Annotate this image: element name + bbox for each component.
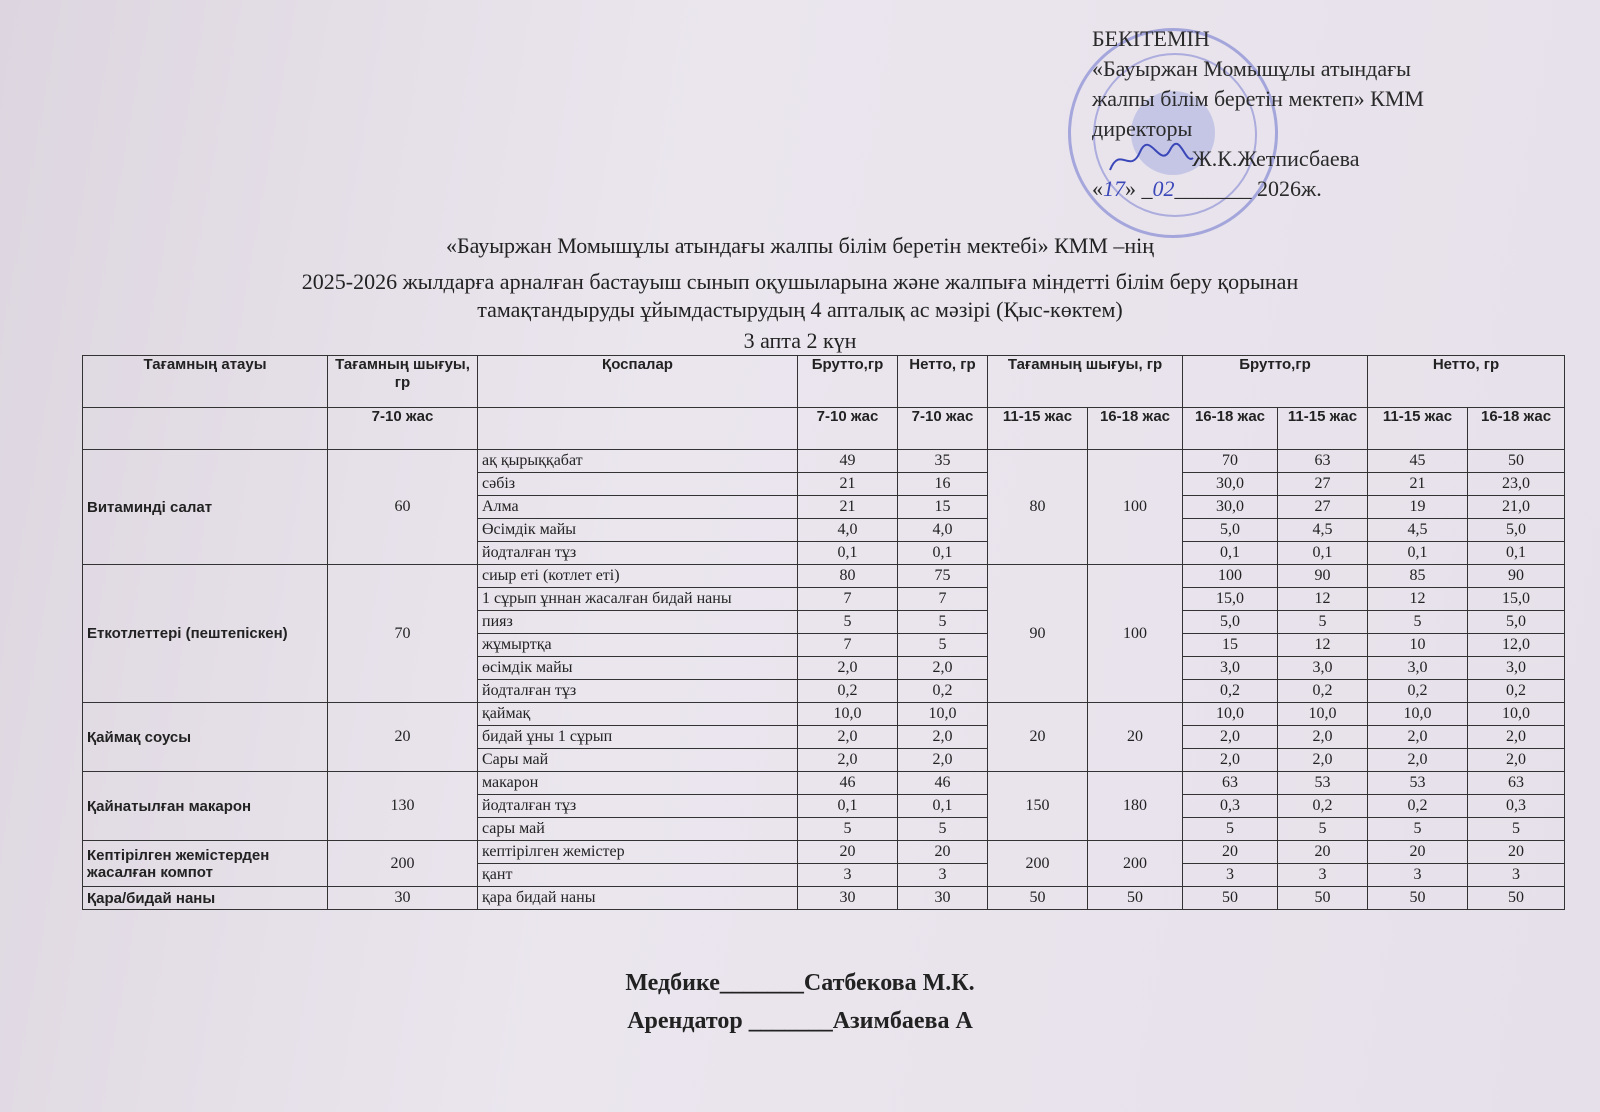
- brutto-11-15: 27: [1278, 496, 1368, 519]
- ingredient-name: Алма: [478, 496, 798, 519]
- netto-7-10: 2,0: [898, 657, 988, 680]
- netto-16-18: 2,0: [1468, 726, 1565, 749]
- brutto-11-15: 2,0: [1278, 749, 1368, 772]
- netto-11-15: 45: [1368, 450, 1468, 473]
- brutto-7-10: 46: [798, 772, 898, 795]
- approval-line3: директоры: [1092, 116, 1193, 141]
- ingredient-name: пияз: [478, 611, 798, 634]
- ingredient-name: сәбіз: [478, 473, 798, 496]
- ingredient-name: жұмыртқа: [478, 634, 798, 657]
- menu-table-body: [83, 450, 1565, 910]
- netto-7-10: 4,0: [898, 519, 988, 542]
- brutto-7-10: 7: [798, 588, 898, 611]
- brutto-16-18: 50: [1183, 887, 1278, 910]
- netto-11-15: 4,5: [1368, 519, 1468, 542]
- dish-output: 130: [328, 772, 478, 841]
- output-16-18: 100: [1088, 450, 1183, 565]
- brutto-11-15: 12: [1278, 588, 1368, 611]
- netto-16-18: 50: [1468, 450, 1565, 473]
- brutto-7-10: 2,0: [798, 726, 898, 749]
- netto-11-15: 0,1: [1368, 542, 1468, 565]
- netto-16-18: 3,0: [1468, 657, 1565, 680]
- netto-7-10: 2,0: [898, 726, 988, 749]
- brutto-11-15: 0,1: [1278, 542, 1368, 565]
- subheader-br-16-18: 16-18 жас: [1183, 408, 1278, 450]
- brutto-16-18: 2,0: [1183, 726, 1278, 749]
- netto-7-10: 7: [898, 588, 988, 611]
- output-16-18: 20: [1088, 703, 1183, 772]
- brutto-11-15: 20: [1278, 841, 1368, 864]
- header-netto2: Нетто, гр: [1368, 356, 1565, 408]
- netto-16-18: 90: [1468, 565, 1565, 588]
- header-output: Тағамның шығуы, гр: [328, 356, 478, 408]
- netto-7-10: 2,0: [898, 749, 988, 772]
- brutto-7-10: 5: [798, 611, 898, 634]
- brutto-16-18: 0,3: [1183, 795, 1278, 818]
- netto-11-15: 12: [1368, 588, 1468, 611]
- brutto-16-18: 30,0: [1183, 496, 1278, 519]
- dish-name: Кептірілген жемістерден жасалған компот: [83, 841, 328, 887]
- output-11-15: 50: [988, 887, 1088, 910]
- netto-11-15: 2,0: [1368, 749, 1468, 772]
- netto-7-10: 5: [898, 818, 988, 841]
- brutto-16-18: 2,0: [1183, 749, 1278, 772]
- ingredient-name: Сары май: [478, 749, 798, 772]
- brutto-7-10: 49: [798, 450, 898, 473]
- netto-7-10: 5: [898, 634, 988, 657]
- subheader-output-age: 7-10 жас: [328, 408, 478, 450]
- dish-name: Қайнатылған макарон: [83, 772, 328, 841]
- output-16-18: 180: [1088, 772, 1183, 841]
- brutto-7-10: 20: [798, 841, 898, 864]
- brutto-11-15: 3: [1278, 864, 1368, 887]
- brutto-7-10: 4,0: [798, 519, 898, 542]
- table-row: [83, 772, 1565, 795]
- output-16-18: 100: [1088, 565, 1183, 703]
- brutto-11-15: 12: [1278, 634, 1368, 657]
- output-11-15: 150: [988, 772, 1088, 841]
- netto-11-15: 10,0: [1368, 703, 1468, 726]
- header-brutto2: Брутто,гр: [1183, 356, 1368, 408]
- netto-7-10: 15: [898, 496, 988, 519]
- approval-line1: «Бауыржан Момышұлы атындағы: [1092, 56, 1411, 81]
- ingredient-name: сиыр еті (котлет еті): [478, 565, 798, 588]
- brutto-16-18: 5,0: [1183, 611, 1278, 634]
- brutto-7-10: 80: [798, 565, 898, 588]
- table-row: [83, 703, 1565, 726]
- dish-name: Қаймақ соусы: [83, 703, 328, 772]
- brutto-11-15: 63: [1278, 450, 1368, 473]
- approval-signatory: Ж.К.Жетписбаева: [1192, 146, 1360, 171]
- netto-7-10: 30: [898, 887, 988, 910]
- subheader-nt-16-18: 16-18 жас: [1468, 408, 1565, 450]
- header-dish-name: Тағамның атауы: [83, 356, 328, 408]
- dish-name: Қара/бидай наны: [83, 887, 328, 910]
- brutto-11-15: 3,0: [1278, 657, 1368, 680]
- brutto-16-18: 15,0: [1183, 588, 1278, 611]
- netto-16-18: 3: [1468, 864, 1565, 887]
- brutto-11-15: 53: [1278, 772, 1368, 795]
- table-row: [83, 841, 1565, 864]
- brutto-16-18: 63: [1183, 772, 1278, 795]
- header-ingredients: Қоспалар: [478, 356, 798, 408]
- dish-output: 30: [328, 887, 478, 910]
- netto-16-18: 10,0: [1468, 703, 1565, 726]
- brutto-7-10: 5: [798, 818, 898, 841]
- netto-11-15: 5: [1368, 611, 1468, 634]
- netto-11-15: 19: [1368, 496, 1468, 519]
- netto-7-10: 0,1: [898, 542, 988, 565]
- menu-table: [82, 355, 1565, 910]
- output-11-15: 90: [988, 565, 1088, 703]
- ingredient-name: қаймақ: [478, 703, 798, 726]
- brutto-11-15: 4,5: [1278, 519, 1368, 542]
- subheader-br-11-15: 11-15 жас: [1278, 408, 1368, 450]
- netto-11-15: 0,2: [1368, 680, 1468, 703]
- ingredient-name: ақ қырыққабат: [478, 450, 798, 473]
- brutto-16-18: 30,0: [1183, 473, 1278, 496]
- netto-16-18: 0,2: [1468, 680, 1565, 703]
- title-line1: «Бауыржан Момышұлы атындағы жалпы білім беретін мектебі» КММ –нің: [445, 233, 1155, 258]
- netto-7-10: 16: [898, 473, 988, 496]
- subheader-out-11-15: 11-15 жас: [988, 408, 1088, 450]
- header-netto: Нетто, гр: [898, 356, 988, 408]
- ingredient-name: Өсімдік майы: [478, 519, 798, 542]
- ingredient-name: йодталған тұз: [478, 542, 798, 565]
- brutto-11-15: 90: [1278, 565, 1368, 588]
- brutto-11-15: 27: [1278, 473, 1368, 496]
- ingredient-name: йодталған тұз: [478, 795, 798, 818]
- netto-11-15: 2,0: [1368, 726, 1468, 749]
- brutto-11-15: 10,0: [1278, 703, 1368, 726]
- brutto-11-15: 0,2: [1278, 795, 1368, 818]
- table-row: [83, 887, 1565, 910]
- ingredient-name: 1 сұрып ұннан жасалған бидай наны: [478, 588, 798, 611]
- dish-output: 20: [328, 703, 478, 772]
- brutto-7-10: 7: [798, 634, 898, 657]
- netto-11-15: 85: [1368, 565, 1468, 588]
- netto-16-18: 2,0: [1468, 749, 1565, 772]
- dish-output: 60: [328, 450, 478, 565]
- brutto-16-18: 15: [1183, 634, 1278, 657]
- brutto-16-18: 3,0: [1183, 657, 1278, 680]
- header-brutto: Брутто,гр: [798, 356, 898, 408]
- netto-16-18: 0,1: [1468, 542, 1565, 565]
- brutto-16-18: 5: [1183, 818, 1278, 841]
- brutto-11-15: 50: [1278, 887, 1368, 910]
- subheader-out-16-18: 16-18 жас: [1088, 408, 1183, 450]
- netto-16-18: 15,0: [1468, 588, 1565, 611]
- netto-16-18: 50: [1468, 887, 1565, 910]
- ingredient-name: қара бидай наны: [478, 887, 798, 910]
- ingredient-name: сары май: [478, 818, 798, 841]
- ingredient-name: йодталған тұз: [478, 680, 798, 703]
- subheader-netto-age: 7-10 жас: [898, 408, 988, 450]
- approval-block: [1092, 24, 1522, 204]
- subheader-brutto-age: 7-10 жас: [798, 408, 898, 450]
- dish-output: 70: [328, 565, 478, 703]
- netto-16-18: 21,0: [1468, 496, 1565, 519]
- brutto-16-18: 20: [1183, 841, 1278, 864]
- brutto-7-10: 2,0: [798, 657, 898, 680]
- netto-7-10: 20: [898, 841, 988, 864]
- title-line3: тамақтандыруды ұйымдастырудың 4 апталық ас мәзірі (Қыс-көктем): [477, 297, 1123, 322]
- dish-name: Еткотлеттері (пештепіскен): [83, 565, 328, 703]
- netto-16-18: 20: [1468, 841, 1565, 864]
- ingredient-name: кептірілген жемістер: [478, 841, 798, 864]
- brutto-7-10: 0,1: [798, 795, 898, 818]
- netto-7-10: 35: [898, 450, 988, 473]
- output-11-15: 80: [988, 450, 1088, 565]
- netto-16-18: 5,0: [1468, 611, 1565, 634]
- date-day: 17: [1103, 176, 1125, 201]
- approval-date: «17» _02_______ 2026ж.: [1092, 176, 1322, 201]
- brutto-16-18: 100: [1183, 565, 1278, 588]
- brutto-16-18: 0,2: [1183, 680, 1278, 703]
- output-11-15: 200: [988, 841, 1088, 887]
- date-month: 02: [1152, 176, 1175, 201]
- netto-11-15: 53: [1368, 772, 1468, 795]
- approval-heading: БЕКІТЕМІН: [1092, 26, 1210, 51]
- brutto-16-18: 10,0: [1183, 703, 1278, 726]
- netto-7-10: 3: [898, 864, 988, 887]
- ingredient-name: қант: [478, 864, 798, 887]
- netto-16-18: 5,0: [1468, 519, 1565, 542]
- netto-16-18: 23,0: [1468, 473, 1565, 496]
- output-16-18: 50: [1088, 887, 1183, 910]
- brutto-11-15: 2,0: [1278, 726, 1368, 749]
- brutto-16-18: 0,1: [1183, 542, 1278, 565]
- netto-11-15: 20: [1368, 841, 1468, 864]
- tenant-signature-line: Арендатор _______Азимбаева А: [627, 1008, 973, 1034]
- subheader-nt-11-15: 11-15 жас: [1368, 408, 1468, 450]
- brutto-16-18: 5,0: [1183, 519, 1278, 542]
- title-line2: 2025-2026 жылдарға арналған бастауыш сынып оқушыларына және жалпыға міндетті білім беру қорынан: [301, 269, 1299, 294]
- brutto-11-15: 5: [1278, 818, 1368, 841]
- brutto-16-18: 3: [1183, 864, 1278, 887]
- netto-7-10: 0,1: [898, 795, 988, 818]
- table-row: [83, 565, 1565, 588]
- brutto-7-10: 0,2: [798, 680, 898, 703]
- netto-11-15: 3,0: [1368, 657, 1468, 680]
- subheader-empty2: [478, 408, 798, 450]
- brutto-16-18: 70: [1183, 450, 1278, 473]
- header-output2: Тағамның шығуы, гр: [988, 356, 1183, 408]
- brutto-11-15: 5: [1278, 611, 1368, 634]
- netto-16-18: 5: [1468, 818, 1565, 841]
- brutto-7-10: 30: [798, 887, 898, 910]
- netto-11-15: 21: [1368, 473, 1468, 496]
- netto-16-18: 0,3: [1468, 795, 1565, 818]
- netto-7-10: 0,2: [898, 680, 988, 703]
- ingredient-name: өсімдік майы: [478, 657, 798, 680]
- subheader-empty: [83, 408, 328, 450]
- netto-11-15: 5: [1368, 818, 1468, 841]
- ingredient-name: бидай ұны 1 сұрып: [478, 726, 798, 749]
- netto-11-15: 0,2: [1368, 795, 1468, 818]
- netto-7-10: 10,0: [898, 703, 988, 726]
- dish-name: Витаминді салат: [83, 450, 328, 565]
- brutto-7-10: 2,0: [798, 749, 898, 772]
- output-16-18: 200: [1088, 841, 1183, 887]
- brutto-7-10: 21: [798, 496, 898, 519]
- brutto-11-15: 0,2: [1278, 680, 1368, 703]
- brutto-7-10: 0,1: [798, 542, 898, 565]
- brutto-7-10: 10,0: [798, 703, 898, 726]
- netto-16-18: 63: [1468, 772, 1565, 795]
- table-row: [83, 450, 1565, 473]
- dish-output: 200: [328, 841, 478, 887]
- netto-11-15: 10: [1368, 634, 1468, 657]
- netto-7-10: 75: [898, 565, 988, 588]
- netto-7-10: 46: [898, 772, 988, 795]
- nurse-signature-line: Медбике_______Сатбекова М.К.: [625, 970, 975, 996]
- netto-11-15: 50: [1368, 887, 1468, 910]
- netto-16-18: 12,0: [1468, 634, 1565, 657]
- netto-7-10: 5: [898, 611, 988, 634]
- brutto-7-10: 21: [798, 473, 898, 496]
- brutto-7-10: 3: [798, 864, 898, 887]
- netto-11-15: 3: [1368, 864, 1468, 887]
- output-11-15: 20: [988, 703, 1088, 772]
- ingredient-name: макарон: [478, 772, 798, 795]
- title-line4: 3 апта 2 күн: [743, 328, 857, 353]
- approval-line2: жалпы білім беретін мектеп» КММ: [1092, 86, 1424, 111]
